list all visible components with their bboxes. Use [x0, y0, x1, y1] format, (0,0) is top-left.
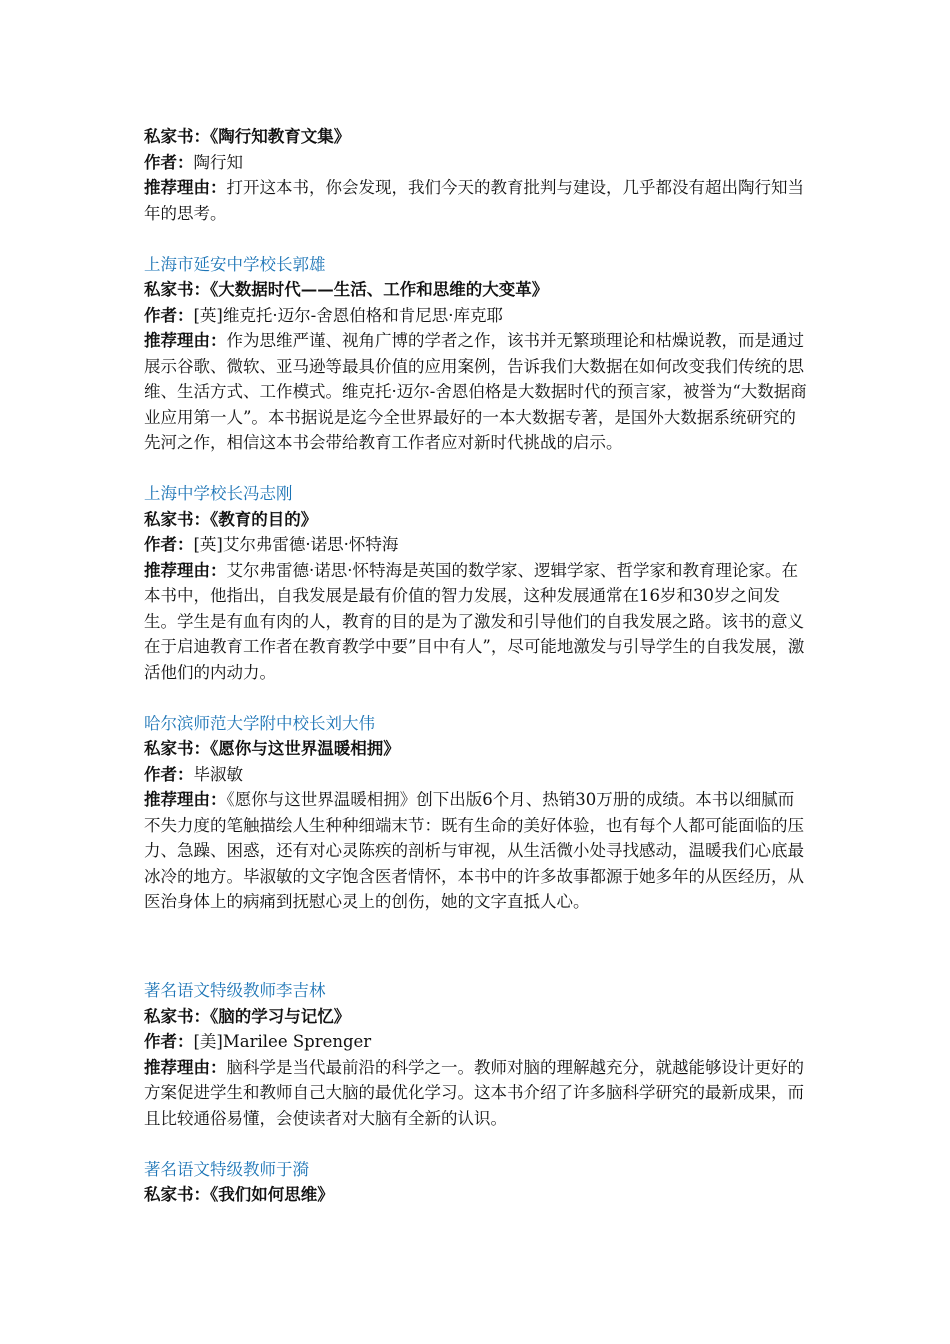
reason-line	[144, 787, 808, 915]
reason-text: 艾尔弗雷德·诺思·怀特海是英国的数学家、逻辑学家、哲学家和教育理论家。在本书中，他指出，自我发展是最有价值的智力发展，这种发展通常在16岁和30岁之间发生。学生是有血有肉的人，教育的目的是为了激发和引导他们的自我发展之路。该书的意义在于启迪教育工作者在教育教学中要”目中有人”，尽可能地激发与引导学生的自我发展，激活他们的内动力。	[144, 560, 805, 682]
recommender-heading: 上海市延安中学校长郭雄	[144, 254, 326, 274]
recommender-heading: 哈尔滨师范大学附中校长刘大伟	[144, 713, 375, 733]
author-line	[144, 762, 808, 788]
author-label: 作者：	[144, 305, 194, 325]
reason-text: 作为思维严谨、视角广博的学者之作，该书并无繁琐理论和枯燥说教，而是通过展示谷歌、微软、亚马逊等最具价值的应用案例，告诉我们大数据在如何改变我们传统的思维、生活方式、工作模式。维克托·迈尔-舍恩伯格是大数据时代的预言家，被誉为“大数据商业应用第一人”。本书据说是迄今全世界最好的一本大数据专著，是国外大数据系统研究的先河之作，相信这本书会带给教育工作者应对新时代挑战的启示。	[144, 331, 807, 452]
author-name: [英]维克托·迈尔-舍恩伯格和肯尼思·库克耶	[193, 305, 503, 325]
author-label: 作者：	[144, 535, 194, 554]
book-title: 《我们如何思维》	[210, 1185, 334, 1204]
reason-text: 打开这本书，你会发现，我们今天的教育批判与建设，几乎都没有超出陶行知当年的思考。	[144, 178, 804, 223]
book-label: 私家书：	[144, 739, 210, 758]
author-name: [英]艾尔弗雷德·诺思·怀特海	[193, 535, 399, 554]
document-body	[144, 124, 808, 1208]
author-line	[144, 303, 808, 329]
reason-line	[144, 175, 808, 226]
reason-label: 推荐理由：	[144, 331, 227, 350]
recommender-heading: 上海中学校长冯志刚	[144, 484, 293, 503]
book-title: 《愿你与这世界温暖相拥》	[210, 739, 400, 758]
recommender-heading: 著名语文特级教师于漪	[144, 1159, 309, 1179]
reason-line	[144, 328, 808, 456]
author-line	[144, 532, 808, 558]
book-title: 《陶行知教育文集》	[210, 127, 351, 146]
book-entry-liudawei	[144, 711, 808, 915]
book-entry-guoxiong	[144, 252, 808, 456]
book-entry-yuyi	[144, 1157, 808, 1208]
book-entry-fengzhigang	[144, 481, 808, 685]
reason-label: 推荐理由：	[144, 1057, 227, 1077]
book-label: 私家书：	[144, 1006, 210, 1026]
book-label: 私家书：	[144, 280, 210, 299]
author-line	[144, 1029, 808, 1055]
reason-text: 《愿你与这世界温暖相拥》创下出版6个月、热销30万册的成绩。本书以细腻而不失力度的笔触描绘人生种种细端末节：既有生命的美好体验，也有每个人都可能面临的压力、急躁、困惑，还有对心灵陈疾的剖析与审视，从生活微小处寻找感动，温暖我们心底最冰冷的地方。毕淑敏的文字饱含医者情怀，本书中的许多故事都源于她多年的从医经历，从医治身体上的病痛到抚慰心灵上的创伤，她的文字直抵人心。	[144, 790, 804, 911]
author-label: 作者：	[144, 152, 194, 172]
book-entry-tao	[144, 124, 808, 226]
author-label: 作者：	[144, 1032, 194, 1051]
reason-line	[144, 1055, 808, 1132]
book-title: 《教育的目的》	[210, 509, 318, 529]
book-title-line	[144, 277, 808, 303]
reason-text: 脑科学是当代最前沿的科学之一。教师对脑的理解越充分，就越能够设计更好的方案促进学生和教师自己大脑的最优化学习。这本书介绍了许多脑科学研究的最新成果，而且比较通俗易懂，会使读者对大脑有全新的认识。	[144, 1057, 804, 1128]
reason-label: 推荐理由：	[144, 178, 227, 197]
author-name: 毕淑敏	[193, 764, 243, 784]
book-title: 《大数据时代——生活、工作和思维的大变革》	[210, 280, 549, 299]
book-title-line	[144, 736, 808, 762]
book-title-line	[144, 1182, 808, 1208]
reason-line	[144, 558, 808, 686]
author-label: 作者：	[144, 764, 194, 784]
author-name: 陶行知	[193, 152, 243, 172]
book-label: 私家书：	[144, 509, 210, 529]
reason-label: 推荐理由：	[144, 790, 227, 809]
book-label: 私家书：	[144, 127, 210, 146]
book-title-line	[144, 124, 808, 150]
recommender-heading: 著名语文特级教师李吉林	[144, 981, 326, 1000]
book-title-line	[144, 1004, 808, 1030]
reason-label: 推荐理由：	[144, 560, 227, 580]
author-name: [美]Marilee Sprenger	[193, 1032, 372, 1051]
book-label: 私家书：	[144, 1185, 210, 1204]
author-line	[144, 150, 808, 176]
book-entry-lijilin	[144, 978, 808, 1131]
book-title: 《脑的学习与记忆》	[210, 1006, 351, 1026]
book-title-line	[144, 507, 808, 533]
